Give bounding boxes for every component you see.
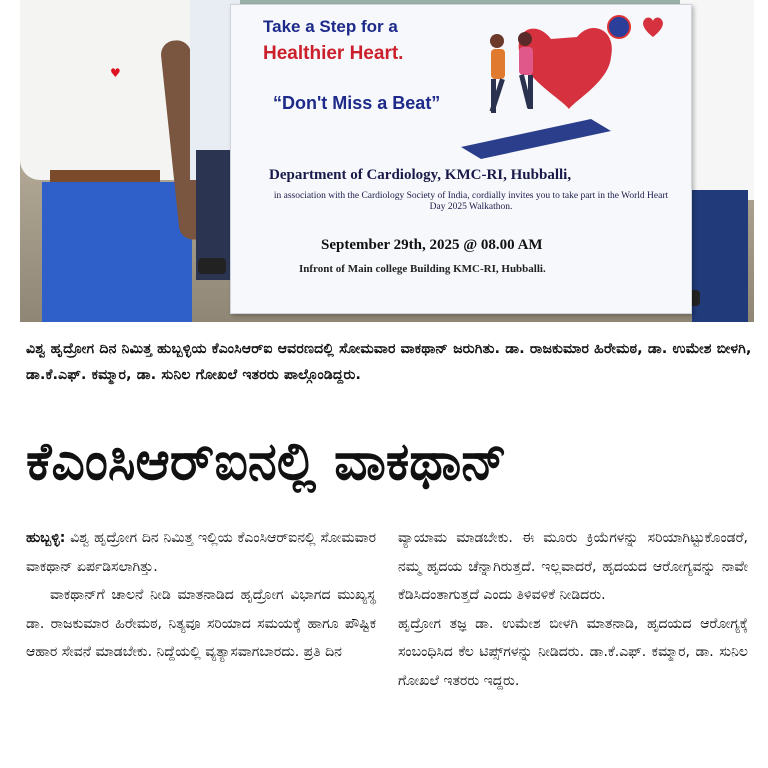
banner-department: Department of Cardiology, KMC-RI, Hubballi, [269, 167, 572, 183]
heart-pin-icon: ♥ [110, 66, 121, 80]
walker-pants [42, 182, 192, 322]
runner2-body-icon [519, 47, 533, 75]
article-paragraph-2-left: ವಾಕಥಾನ್‌ಗೆ ಚಾಲನೆ ನೀಡಿ ಮಾತನಾಡಿದ ಹೃದ್ರೋಗ ವಿಭಾಗದ ಮುಖ್ಯಸ್ಥ ಡಾ. ರಾಜಕುಮಾರ ಹಿರೇಮಠ, ನಿತ್ಯವೂ ಸರಿಯಾದ ಸಮಯಕ್ಕೆ ಹಾಗೂ ಪೌಷ್ಟಿಕ ಆಹಾರ ಸೇವನೆ ಮಾಡಬೇಕು. ನಿದ್ದೆಯಲ್ಲಿ ವ್ಯತ್ಯಾಸವಾಗಬಾರದು. ಪ್ರತಿ ದಿನ [26, 587, 376, 660]
banner-date: September 29th, 2025 @ 08.00 AM [321, 237, 543, 253]
article-paragraph-1: ವಿಶ್ವ ಹೃದ್ರೋಗ ದಿನ ನಿಮಿತ್ತ ಇಲ್ಲಿಯ ಕೆಎಂಸಿಆರ್‌ಐನಲ್ಲಿ ಸೋಮವಾರ ವಾಕಥಾನ್ ಏರ್ಪಡಿಸಲಾಗಿತ್ತು. [26, 530, 376, 575]
csi-logo-icon [607, 15, 631, 39]
runner-body-icon [491, 49, 505, 79]
article-paragraph-3: ಹೃದ್ರೋಗ ತಜ್ಞ ಡಾ. ಉಮೇಶ ಬೀಳಗಿ ಮಾತನಾಡಿ, ಹೃದಯದ ಆರೋಗ್ಯಕ್ಕೆ ಸಂಬಂಧಿಸಿದ ಕೆಲ ಟಿಪ್ಸ್‌ಗಳನ್ನು ನೀಡಿದರು. ಡಾ.ಕೆ.ಎಫ್. ಕಮ್ಮಾರ, ಡಾ. ಸುನಿಲ ಗೋಖಲೆ ಇತರರು ಇದ್ದರು. [398, 615, 748, 689]
banner-holder-right-pants [692, 190, 748, 322]
photo-caption: ವಿಶ್ವ ಹೃದ್ರೋಗ ದಿನ ನಿಮಿತ್ತ ಹುಬ್ಬಳ್ಳಿಯ ಕೆಎಂಸಿಆರ್‌ಐ ಆವರಣದಲ್ಲಿ ಸೋಮವಾರ ವಾಕಥಾನ್ ಜರುಗಿತು. ಡಾ. ರಾಜಕುಮಾರ ಹಿರೇಮಠ, ಡಾ. ಉಮೇಶ ಬೀಳಗಿ, ಡಾ.ಕೆ.ಎಫ್. ಕಮ್ಮಾರ, ಡಾ. ಸುನಿಲ ಗೋಖಲೆ ಇತರರು ಪಾಲ್ಗೊಂಡಿದ್ದರು. [26, 341, 752, 383]
treadmill-icon [461, 119, 611, 159]
banner-association: in association with the Cardiology Society of India, cordially invites you to take part in the World Heart Day 2025 Walkathon. [273, 191, 669, 213]
runner2-head-icon [518, 32, 532, 46]
heart-logo-icon [639, 13, 667, 41]
banner-tagline: Take a Step for a [263, 17, 398, 36]
banner-venue: Infront of Main college Building KMC-RI, Hubballi. [299, 263, 546, 275]
runners-heart-illustration [441, 19, 621, 159]
dateline: ಹುಬ್ಬಳ್ಳಿ: [26, 530, 66, 546]
article-column-right [398, 524, 748, 695]
headline: ಕೆಎಂಸಿಆರ್‌ಐನಲ್ಲಿ ವಾಕಥಾನ್ [26, 432, 508, 492]
banner-quote: “Don't Miss a Beat” [273, 93, 441, 113]
article-column-left [26, 524, 376, 667]
banner-tagline-red: Healthier Heart. [263, 43, 404, 64]
news-photo [20, 0, 754, 322]
runner-head-icon [490, 34, 504, 48]
article-paragraph-2-right: ವ್ಯಾಯಾಮ ಮಾಡಬೇಕು. ಈ ಮೂರು ಕ್ರಿಯೆಗಳನ್ನು ಸರಿಯಾಗಿಟ್ಟುಕೊಂಡರೆ, ನಮ್ಮ ಹೃದಯ ಚೆನ್ನಾಗಿರುತ್ತದೆ. ಇಲ್ಲವಾದರೆ, ಹೃದಯದ ಆರೋಗ್ಯವನ್ನು ನಾವೇ ಕೆಡಿಸಿದಂತಾಗುತ್ತದೆ ಎಂದು ತಿಳಿವಳಿಕೆ ನೀಡಿದರು. [398, 530, 748, 603]
walkathon-banner [230, 4, 692, 314]
banner-holder-left-shoe [198, 258, 226, 274]
